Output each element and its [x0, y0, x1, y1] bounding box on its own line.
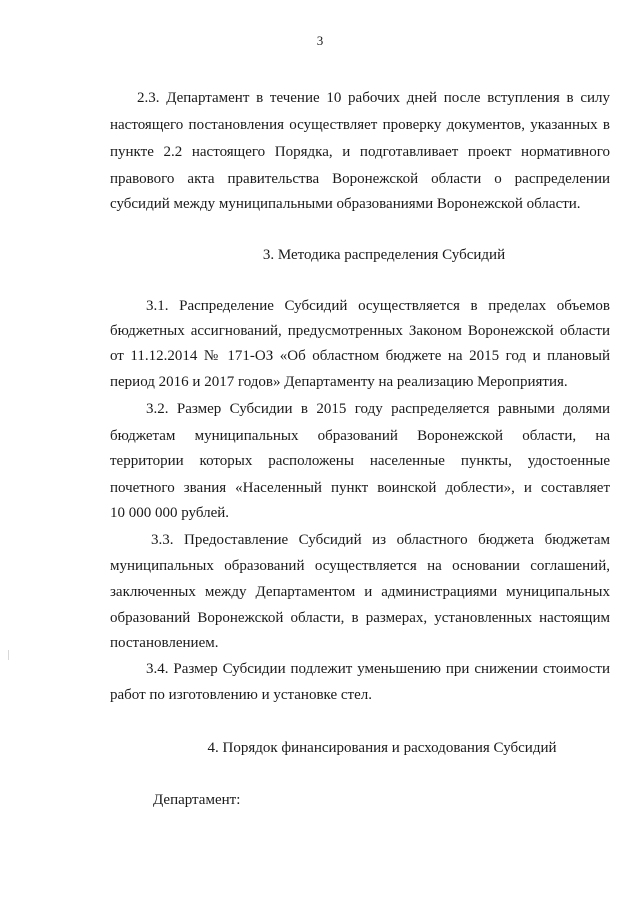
paragraph-3-2-line: почетного звания «Населенный пункт воинской доблести», и составляет — [110, 480, 610, 496]
section-heading: 3. Методика распределения Субсидий — [262, 247, 506, 263]
paragraph-3-1-line: от 11.12.2014 № 171-ОЗ «Об областном бюджете на 2015 год и плановый — [110, 348, 610, 364]
paragraph-3-4-line: 3.4. Размер Субсидии подлежит уменьшению при снижении стоимости — [146, 661, 610, 677]
page-number: 3 — [316, 33, 324, 48]
paragraph-3-3-line: муниципальных образований осуществляется на основании соглашений, — [110, 558, 610, 574]
paragraph-3-3-line: 3.3. Предоставление Субсидий из областного бюджета бюджетам — [151, 532, 610, 548]
paragraph-3-1-line: период 2016 и 2017 годов» Департаменту на реализацию Мероприятия. — [110, 374, 568, 390]
paragraph-4-intro: Департамент: — [153, 792, 241, 808]
paragraph-2-3-line: 2.3. Департамент в течение 10 рабочих дней после вступления в силу — [137, 90, 610, 106]
paragraph-3-1-line: 3.1. Распределение Субсидий осуществляется в пределах объемов — [146, 298, 610, 314]
paragraph-3-3-line: постановлением. — [110, 635, 219, 651]
paragraph-3-2-line: 3.2. Размер Субсидии в 2015 году распределяется равными долями — [146, 401, 610, 417]
paragraph-3-2-line: бюджетам муниципальных образований Воронежской области, на — [110, 428, 610, 444]
section-heading: 4. Порядок финансирования и расходования Субсидий — [207, 740, 557, 756]
paragraph-2-3-line: субсидий между муниципальными образованиями Воронежской области. — [110, 196, 581, 212]
paragraph-3-3-line: заключенных между Департаментом и администрациями муниципальных — [110, 584, 610, 600]
paragraph-3-3-line: образований Воронежской области, в размерах, установленных настоящим — [110, 610, 610, 626]
paragraph-2-3-line: пункте 2.2 настоящего Порядка, и подготавливает проект нормативного — [110, 144, 610, 160]
paragraph-3-2-line: территории которых расположены населенные пункты, удостоенные — [110, 453, 610, 469]
paragraph-3-4-line: работ по изготовлению и установке стел. — [110, 687, 372, 703]
scan-mark — [8, 650, 9, 660]
paragraph-2-3-line: настоящего постановления осуществляет проверку документов, указанных в — [110, 117, 610, 133]
paragraph-3-2-line: 10 000 000 рублей. — [110, 505, 230, 521]
paragraph-2-3-line: правового акта правительства Воронежской области о распределении — [110, 171, 610, 187]
paragraph-3-1-line: бюджетных ассигнований, предусмотренных Законом Воронежской области — [110, 323, 610, 339]
